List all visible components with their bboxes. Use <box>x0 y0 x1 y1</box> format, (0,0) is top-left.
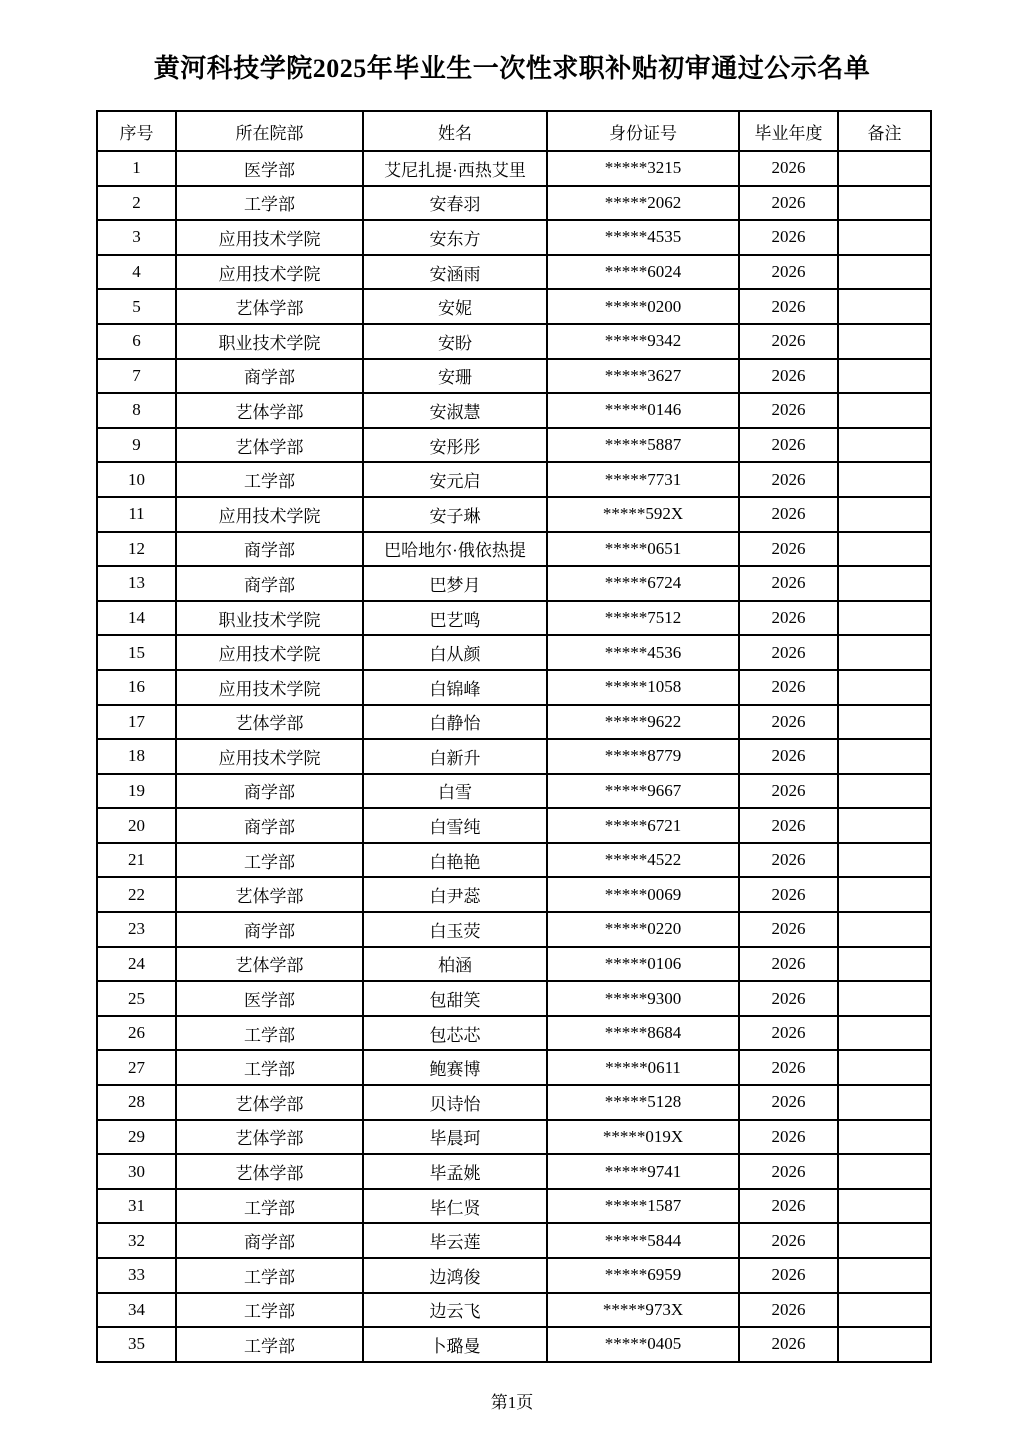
cell-seq: 3 <box>97 220 176 255</box>
cell-department: 商学部 <box>176 774 363 809</box>
cell-department: 商学部 <box>176 912 363 947</box>
cell-name: 艾尼扎提·西热艾里 <box>363 151 547 186</box>
cell-remark <box>838 359 931 394</box>
cell-remark <box>838 393 931 428</box>
cell-name: 安淑慧 <box>363 393 547 428</box>
table-row <box>97 877 931 912</box>
cell-id-number: *****9342 <box>547 324 739 359</box>
cell-name: 安春羽 <box>363 186 547 221</box>
cell-department: 应用技术学院 <box>176 497 363 532</box>
cell-department: 医学部 <box>176 981 363 1016</box>
column-header-seq: 序号 <box>97 111 176 151</box>
table-row <box>97 1050 931 1085</box>
table-row <box>97 497 931 532</box>
cell-id-number: *****5128 <box>547 1085 739 1120</box>
cell-name: 贝诗怡 <box>363 1085 547 1120</box>
cell-grad-year: 2026 <box>739 566 838 601</box>
cell-seq: 22 <box>97 877 176 912</box>
table-row <box>97 566 931 601</box>
cell-remark <box>838 186 931 221</box>
cell-seq: 2 <box>97 186 176 221</box>
cell-grad-year: 2026 <box>739 601 838 636</box>
cell-department: 艺体学部 <box>176 1085 363 1120</box>
table-row <box>97 1085 931 1120</box>
cell-remark <box>838 566 931 601</box>
cell-id-number: *****5887 <box>547 428 739 463</box>
cell-id-number: *****9741 <box>547 1154 739 1189</box>
page-number: 第1页 <box>490 1393 534 1412</box>
cell-grad-year: 2026 <box>739 947 838 982</box>
cell-id-number: *****6024 <box>547 255 739 290</box>
cell-id-number: *****6721 <box>547 808 739 843</box>
cell-seq: 24 <box>97 947 176 982</box>
cell-grad-year: 2026 <box>739 151 838 186</box>
cell-id-number: *****9667 <box>547 774 739 809</box>
cell-id-number: *****0405 <box>547 1327 739 1362</box>
cell-name: 巴哈地尔·俄依热提 <box>363 532 547 567</box>
table-row <box>97 151 931 186</box>
cell-remark <box>838 289 931 324</box>
cell-grad-year: 2026 <box>739 635 838 670</box>
cell-id-number: *****592X <box>547 497 739 532</box>
cell-remark <box>838 1327 931 1362</box>
roster-table <box>96 110 932 1363</box>
cell-id-number: *****0220 <box>547 912 739 947</box>
cell-id-number: *****0106 <box>547 947 739 982</box>
cell-id-number: *****1587 <box>547 1189 739 1224</box>
cell-id-number: *****8779 <box>547 739 739 774</box>
cell-department: 商学部 <box>176 359 363 394</box>
cell-remark <box>838 601 931 636</box>
cell-grad-year: 2026 <box>739 497 838 532</box>
cell-name: 白静怡 <box>363 705 547 740</box>
cell-name: 安珊 <box>363 359 547 394</box>
cell-department: 艺体学部 <box>176 393 363 428</box>
cell-remark <box>838 220 931 255</box>
cell-grad-year: 2026 <box>739 359 838 394</box>
cell-seq: 4 <box>97 255 176 290</box>
cell-id-number: *****7731 <box>547 462 739 497</box>
cell-seq: 30 <box>97 1154 176 1189</box>
table-row <box>97 1016 931 1051</box>
cell-id-number: *****3215 <box>547 151 739 186</box>
cell-department: 艺体学部 <box>176 1120 363 1155</box>
cell-grad-year: 2026 <box>739 877 838 912</box>
cell-name: 安涵雨 <box>363 255 547 290</box>
cell-department: 应用技术学院 <box>176 635 363 670</box>
cell-name: 柏涵 <box>363 947 547 982</box>
cell-remark <box>838 1154 931 1189</box>
table-row <box>97 1327 931 1362</box>
cell-name: 毕晨珂 <box>363 1120 547 1155</box>
table-row <box>97 601 931 636</box>
cell-remark <box>838 428 931 463</box>
cell-department: 工学部 <box>176 186 363 221</box>
cell-remark <box>838 1189 931 1224</box>
cell-grad-year: 2026 <box>739 1085 838 1120</box>
cell-remark <box>838 635 931 670</box>
cell-department: 艺体学部 <box>176 705 363 740</box>
cell-id-number: *****019X <box>547 1120 739 1155</box>
cell-remark <box>838 324 931 359</box>
cell-remark <box>838 774 931 809</box>
cell-grad-year: 2026 <box>739 462 838 497</box>
cell-grad-year: 2026 <box>739 981 838 1016</box>
cell-department: 商学部 <box>176 566 363 601</box>
cell-name: 鲍赛博 <box>363 1050 547 1085</box>
table-row <box>97 1293 931 1328</box>
cell-seq: 7 <box>97 359 176 394</box>
cell-seq: 9 <box>97 428 176 463</box>
cell-department: 应用技术学院 <box>176 739 363 774</box>
cell-remark <box>838 843 931 878</box>
cell-id-number: *****4536 <box>547 635 739 670</box>
cell-id-number: *****6959 <box>547 1258 739 1293</box>
cell-seq: 14 <box>97 601 176 636</box>
cell-id-number: *****7512 <box>547 601 739 636</box>
cell-grad-year: 2026 <box>739 428 838 463</box>
cell-department: 工学部 <box>176 1016 363 1051</box>
cell-grad-year: 2026 <box>739 1154 838 1189</box>
cell-remark <box>838 1293 931 1328</box>
column-header-remark: 备注 <box>838 111 931 151</box>
cell-name: 毕仁贤 <box>363 1189 547 1224</box>
cell-seq: 34 <box>97 1293 176 1328</box>
cell-name: 白艳艳 <box>363 843 547 878</box>
cell-remark <box>838 739 931 774</box>
cell-name: 毕云莲 <box>363 1223 547 1258</box>
cell-remark <box>838 877 931 912</box>
cell-seq: 25 <box>97 981 176 1016</box>
cell-seq: 29 <box>97 1120 176 1155</box>
cell-remark <box>838 497 931 532</box>
cell-name: 安彤彤 <box>363 428 547 463</box>
table-row <box>97 255 931 290</box>
cell-grad-year: 2026 <box>739 739 838 774</box>
cell-name: 安元启 <box>363 462 547 497</box>
cell-remark <box>838 462 931 497</box>
cell-seq: 23 <box>97 912 176 947</box>
cell-seq: 6 <box>97 324 176 359</box>
cell-id-number: *****6724 <box>547 566 739 601</box>
cell-name: 巴梦月 <box>363 566 547 601</box>
cell-seq: 1 <box>97 151 176 186</box>
cell-remark <box>838 670 931 705</box>
cell-department: 工学部 <box>176 1189 363 1224</box>
cell-name: 毕孟姚 <box>363 1154 547 1189</box>
cell-grad-year: 2026 <box>739 808 838 843</box>
cell-remark <box>838 808 931 843</box>
table-row <box>97 1154 931 1189</box>
cell-name: 白新升 <box>363 739 547 774</box>
cell-seq: 17 <box>97 705 176 740</box>
table-row <box>97 532 931 567</box>
cell-remark <box>838 912 931 947</box>
cell-seq: 11 <box>97 497 176 532</box>
cell-remark <box>838 1016 931 1051</box>
cell-name: 白从颜 <box>363 635 547 670</box>
cell-department: 艺体学部 <box>176 428 363 463</box>
cell-remark <box>838 1258 931 1293</box>
cell-grad-year: 2026 <box>739 912 838 947</box>
cell-grad-year: 2026 <box>739 289 838 324</box>
cell-id-number: *****9300 <box>547 981 739 1016</box>
cell-seq: 33 <box>97 1258 176 1293</box>
cell-grad-year: 2026 <box>739 324 838 359</box>
cell-name: 安盼 <box>363 324 547 359</box>
cell-seq: 32 <box>97 1223 176 1258</box>
cell-name: 卜璐曼 <box>363 1327 547 1362</box>
cell-department: 工学部 <box>176 843 363 878</box>
cell-grad-year: 2026 <box>739 255 838 290</box>
cell-seq: 20 <box>97 808 176 843</box>
cell-department: 商学部 <box>176 532 363 567</box>
cell-grad-year: 2026 <box>739 1223 838 1258</box>
cell-remark <box>838 1223 931 1258</box>
cell-department: 艺体学部 <box>176 1154 363 1189</box>
cell-department: 工学部 <box>176 1258 363 1293</box>
table-row <box>97 324 931 359</box>
cell-id-number: *****9622 <box>547 705 739 740</box>
column-header-grad-year: 毕业年度 <box>739 111 838 151</box>
cell-id-number: *****4535 <box>547 220 739 255</box>
cell-grad-year: 2026 <box>739 186 838 221</box>
column-header-department: 所在院部 <box>176 111 363 151</box>
table-row <box>97 843 931 878</box>
cell-department: 工学部 <box>176 1327 363 1362</box>
cell-name: 包芯芯 <box>363 1016 547 1051</box>
cell-seq: 8 <box>97 393 176 428</box>
cell-department: 艺体学部 <box>176 947 363 982</box>
cell-name: 安妮 <box>363 289 547 324</box>
cell-seq: 35 <box>97 1327 176 1362</box>
cell-seq: 27 <box>97 1050 176 1085</box>
cell-grad-year: 2026 <box>739 1120 838 1155</box>
cell-seq: 13 <box>97 566 176 601</box>
cell-department: 应用技术学院 <box>176 255 363 290</box>
cell-grad-year: 2026 <box>739 705 838 740</box>
cell-grad-year: 2026 <box>739 1016 838 1051</box>
column-header-name: 姓名 <box>363 111 547 151</box>
table-row <box>97 1120 931 1155</box>
cell-id-number: *****8684 <box>547 1016 739 1051</box>
cell-remark <box>838 1120 931 1155</box>
cell-grad-year: 2026 <box>739 532 838 567</box>
column-header-id-number: 身份证号 <box>547 111 739 151</box>
table-row <box>97 1223 931 1258</box>
table-row <box>97 670 931 705</box>
cell-remark <box>838 151 931 186</box>
table-row <box>97 428 931 463</box>
cell-name: 白尹蕊 <box>363 877 547 912</box>
table-row <box>97 739 931 774</box>
cell-id-number: *****0146 <box>547 393 739 428</box>
table-row <box>97 947 931 982</box>
cell-seq: 21 <box>97 843 176 878</box>
cell-id-number: *****1058 <box>547 670 739 705</box>
cell-remark <box>838 981 931 1016</box>
cell-id-number: *****2062 <box>547 186 739 221</box>
cell-grad-year: 2026 <box>739 1050 838 1085</box>
cell-department: 工学部 <box>176 1293 363 1328</box>
table-row <box>97 186 931 221</box>
cell-id-number: *****0200 <box>547 289 739 324</box>
cell-name: 白锦峰 <box>363 670 547 705</box>
cell-grad-year: 2026 <box>739 1327 838 1362</box>
table-row <box>97 635 931 670</box>
table-row <box>97 289 931 324</box>
cell-seq: 16 <box>97 670 176 705</box>
cell-id-number: *****973X <box>547 1293 739 1328</box>
cell-id-number: *****4522 <box>547 843 739 878</box>
cell-grad-year: 2026 <box>739 843 838 878</box>
cell-seq: 15 <box>97 635 176 670</box>
cell-id-number: *****0069 <box>547 877 739 912</box>
table-row <box>97 393 931 428</box>
cell-department: 艺体学部 <box>176 289 363 324</box>
cell-department: 商学部 <box>176 1223 363 1258</box>
table-row <box>97 912 931 947</box>
cell-remark <box>838 947 931 982</box>
cell-department: 商学部 <box>176 808 363 843</box>
cell-name: 白玉荧 <box>363 912 547 947</box>
cell-department: 工学部 <box>176 462 363 497</box>
cell-seq: 5 <box>97 289 176 324</box>
table-row <box>97 808 931 843</box>
cell-id-number: *****0611 <box>547 1050 739 1085</box>
cell-name: 安东方 <box>363 220 547 255</box>
cell-grad-year: 2026 <box>739 670 838 705</box>
cell-id-number: *****5844 <box>547 1223 739 1258</box>
cell-seq: 28 <box>97 1085 176 1120</box>
cell-name: 边云飞 <box>363 1293 547 1328</box>
cell-name: 安子琳 <box>363 497 547 532</box>
table-row <box>97 705 931 740</box>
cell-name: 白雪纯 <box>363 808 547 843</box>
cell-remark <box>838 1050 931 1085</box>
cell-grad-year: 2026 <box>739 1258 838 1293</box>
cell-seq: 31 <box>97 1189 176 1224</box>
cell-department: 医学部 <box>176 151 363 186</box>
table-row <box>97 1189 931 1224</box>
cell-department: 工学部 <box>176 1050 363 1085</box>
cell-seq: 12 <box>97 532 176 567</box>
cell-grad-year: 2026 <box>739 220 838 255</box>
cell-remark <box>838 255 931 290</box>
cell-grad-year: 2026 <box>739 1189 838 1224</box>
cell-remark <box>838 1085 931 1120</box>
page-title: 黄河科技学院2025年毕业生一次性求职补贴初审通过公示名单 <box>153 54 871 83</box>
cell-name: 包甜笑 <box>363 981 547 1016</box>
table-header-row <box>97 111 931 151</box>
cell-department: 职业技术学院 <box>176 324 363 359</box>
cell-seq: 26 <box>97 1016 176 1051</box>
table-row <box>97 981 931 1016</box>
cell-name: 边鸿俊 <box>363 1258 547 1293</box>
table-row <box>97 220 931 255</box>
cell-id-number: *****3627 <box>547 359 739 394</box>
cell-name: 白雪 <box>363 774 547 809</box>
cell-id-number: *****0651 <box>547 532 739 567</box>
table-row <box>97 359 931 394</box>
cell-department: 职业技术学院 <box>176 601 363 636</box>
cell-department: 艺体学部 <box>176 877 363 912</box>
cell-grad-year: 2026 <box>739 1293 838 1328</box>
table-row <box>97 462 931 497</box>
cell-department: 应用技术学院 <box>176 670 363 705</box>
cell-seq: 19 <box>97 774 176 809</box>
cell-remark <box>838 532 931 567</box>
cell-seq: 18 <box>97 739 176 774</box>
table-row <box>97 774 931 809</box>
cell-grad-year: 2026 <box>739 774 838 809</box>
cell-remark <box>838 705 931 740</box>
cell-department: 应用技术学院 <box>176 220 363 255</box>
table-row <box>97 1258 931 1293</box>
cell-name: 巴艺鸣 <box>363 601 547 636</box>
cell-seq: 10 <box>97 462 176 497</box>
cell-grad-year: 2026 <box>739 393 838 428</box>
